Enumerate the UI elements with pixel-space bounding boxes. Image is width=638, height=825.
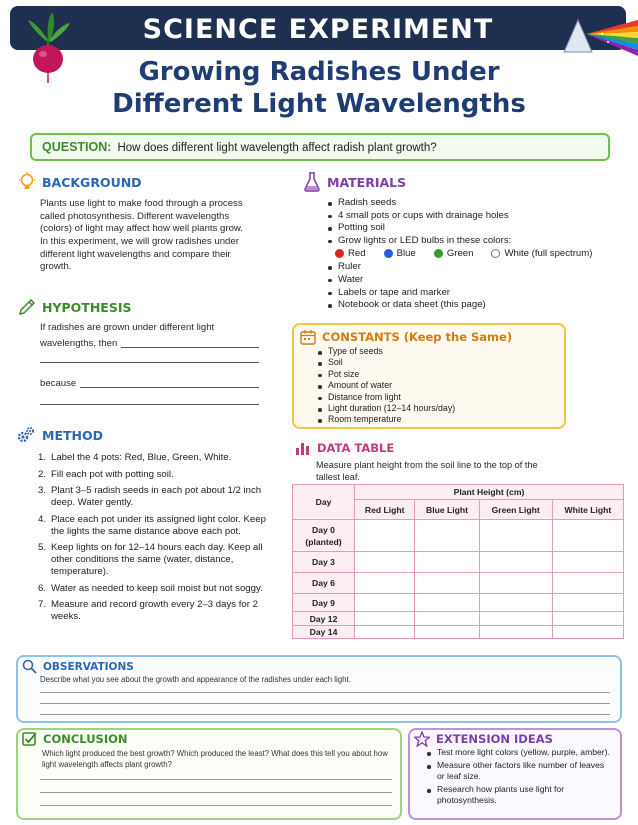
- red-dot-icon: [335, 249, 344, 258]
- star-icon: [414, 731, 430, 747]
- conclusion-heading: [22, 731, 128, 746]
- method-step: 2. Fill each pot with potting soil.: [38, 468, 174, 480]
- table-cell[interactable]: [479, 594, 552, 612]
- table-cell[interactable]: [415, 520, 479, 552]
- answer-line[interactable]: [40, 714, 610, 715]
- table-row: [293, 594, 624, 612]
- color-green: Green: [434, 247, 474, 260]
- table-cell[interactable]: [552, 594, 623, 612]
- question-text: How does different light wavelength affect radish plant growth?: [117, 142, 437, 154]
- flask-icon: [303, 172, 321, 192]
- hypothesis-line-1: If radishes are grown under different light: [40, 322, 215, 333]
- background-heading: [18, 172, 142, 192]
- row-label: Day 9: [293, 594, 355, 612]
- header-banner: [10, 6, 626, 50]
- table-cell[interactable]: [415, 626, 479, 639]
- material-item: Potting soil: [325, 222, 625, 235]
- materials-heading: [303, 172, 406, 192]
- method-step: 3. Plant 3–5 radish seeds in each pot about 1/2 inch deep. Water gently.: [38, 485, 262, 508]
- question-label: QUESTION:: [42, 140, 112, 154]
- color-red: Red: [335, 247, 366, 260]
- constant-item: Pot size: [315, 369, 555, 380]
- white-dot-icon: [491, 249, 500, 258]
- extension-item: Research how plants use light for photosynthesis.: [424, 784, 614, 806]
- table-row: [293, 573, 624, 594]
- table-cell[interactable]: [552, 520, 623, 552]
- hypothesis-line-2: wavelengths, then: [40, 338, 118, 349]
- answer-line[interactable]: [40, 692, 610, 693]
- conclusion-prompt: Which light produced the best growth? Which produced the least? What does this tell you about how light wavelength affects plant growth?: [42, 749, 388, 769]
- title-line-1: Growing Radishes Under: [138, 57, 500, 87]
- background-heading-text: BACKGROUND: [42, 174, 142, 190]
- data-table-heading-text: DATA TABLE: [317, 441, 395, 455]
- table-cell[interactable]: [552, 626, 623, 639]
- constant-item: Amount of water: [315, 380, 555, 391]
- material-item: Grow lights or LED bulbs in these colors:: [325, 235, 625, 248]
- constant-item: Light duration (12–14 hours/day): [315, 403, 555, 414]
- table-cell[interactable]: [552, 612, 623, 626]
- green-dot-icon: [434, 249, 443, 258]
- table-row: [293, 626, 624, 639]
- page-title: [0, 56, 638, 120]
- extension-heading-text: EXTENSION IDEAS: [436, 732, 553, 746]
- table-cell[interactable]: [415, 612, 479, 626]
- col-header: Red Light: [355, 500, 415, 520]
- constant-item: Soil: [315, 357, 555, 368]
- conclusion-heading-text: CONCLUSION: [43, 731, 128, 746]
- observations-heading: [22, 659, 134, 674]
- table-cell[interactable]: [552, 552, 623, 573]
- answer-line[interactable]: [40, 805, 392, 806]
- answer-line[interactable]: [121, 347, 259, 348]
- row-label: Day 0 (planted): [293, 520, 355, 552]
- color-white: White (full spectrum): [491, 247, 592, 260]
- constant-item: Room temperature: [315, 414, 555, 425]
- pencil-icon: [18, 298, 36, 316]
- day-header: Day: [293, 485, 355, 520]
- hypothesis-heading-text: HYPOTHESIS: [42, 299, 132, 315]
- table-cell[interactable]: [355, 573, 415, 594]
- table-cell[interactable]: [479, 520, 552, 552]
- extension-item: Measure other factors like number of leaves or leaf size.: [424, 760, 614, 782]
- banner-title: SCIENCE EXPERIMENT: [142, 14, 494, 45]
- col-header: Blue Light: [415, 500, 479, 520]
- observations-heading-text: OBSERVATIONS: [43, 660, 134, 673]
- answer-line[interactable]: [40, 779, 392, 780]
- question-box: [30, 133, 610, 161]
- table-cell[interactable]: [479, 573, 552, 594]
- constant-item: Type of seeds: [315, 346, 555, 357]
- answer-line[interactable]: [80, 387, 259, 388]
- table-cell[interactable]: [355, 594, 415, 612]
- material-item: Water: [325, 274, 625, 287]
- gears-icon: [16, 425, 36, 445]
- method-step: 5. Keep lights on for 12–14 hours each day. Keep all other conditions the same (water, distance, temperature).: [38, 542, 263, 577]
- constants-heading-text: CONSTANTS (Keep the Same): [322, 330, 513, 344]
- material-item: Notebook or data sheet (this page): [325, 299, 625, 312]
- extension-item: Test more light colors (yellow, purple, amber).: [424, 747, 614, 758]
- col-header: White Light: [552, 500, 623, 520]
- lightbulb-icon: [18, 172, 36, 192]
- table-cell[interactable]: [479, 626, 552, 639]
- row-label: Day 12: [293, 612, 355, 626]
- answer-line[interactable]: [40, 362, 259, 363]
- light-colors-row: [325, 247, 625, 260]
- table-cell[interactable]: [355, 520, 415, 552]
- data-table: [292, 484, 624, 639]
- table-cell[interactable]: [355, 612, 415, 626]
- method-step: 1. Label the 4 pots: Red, Blue, Green, White.: [38, 452, 232, 463]
- row-label: Day 6: [293, 573, 355, 594]
- answer-line[interactable]: [40, 703, 610, 704]
- title-line-2: Different Light Wavelengths: [112, 89, 526, 119]
- material-item: 4 small pots or cups with drainage holes: [325, 210, 625, 223]
- table-cell[interactable]: [479, 612, 552, 626]
- method-steps: [38, 452, 268, 628]
- observations-prompt: Describe what you see about the growth and appearance of the radishes under each light.: [40, 675, 351, 684]
- hypothesis-heading: [18, 298, 131, 316]
- method-step: 6. Water as needed to keep soil moist but not soggy.: [38, 582, 263, 594]
- hypothesis-because: because: [40, 378, 77, 389]
- table-cell[interactable]: [552, 573, 623, 594]
- method-step: 7. Measure and record growth every 2–3 days for 2 weeks.: [38, 599, 258, 622]
- constants-heading: [300, 329, 512, 345]
- row-label: Day 14: [293, 626, 355, 639]
- col-header: Green Light: [479, 500, 552, 520]
- plant-height-header: Plant Height (cm): [355, 485, 624, 500]
- color-blue: Blue: [384, 247, 416, 260]
- method-step: 4. Place each pot under its assigned light color. Keep the lights the same distance above each pot.: [38, 513, 266, 537]
- material-item: Ruler: [325, 261, 625, 274]
- materials-heading-text: MATERIALS: [327, 174, 407, 190]
- constant-item: Distance from light: [315, 392, 555, 403]
- magnifier-icon: [22, 659, 37, 674]
- method-heading-text: METHOD: [42, 427, 103, 443]
- method-heading: [16, 425, 103, 445]
- row-label: Day 3: [293, 552, 355, 573]
- table-row: [293, 612, 624, 626]
- table-cell[interactable]: [415, 552, 479, 573]
- answer-line[interactable]: [40, 792, 392, 793]
- data-table-heading: [295, 440, 394, 456]
- table-cell[interactable]: [415, 573, 479, 594]
- materials-list: [325, 197, 625, 312]
- table-row: [293, 552, 624, 573]
- checkbox-icon: [22, 731, 37, 746]
- material-item: Radish seeds: [325, 197, 625, 210]
- table-cell[interactable]: [355, 626, 415, 639]
- extension-list: [424, 747, 614, 806]
- table-cell[interactable]: [415, 594, 479, 612]
- table-cell[interactable]: [355, 552, 415, 573]
- constants-list: [315, 346, 555, 426]
- background-paragraph-1: Plants use light to make food through a process called photosynthesis. Different wavelengths (colors) of light may affect how well plants grow.: [40, 198, 243, 234]
- extension-heading: [414, 731, 553, 747]
- bar-chart-icon: [295, 440, 311, 456]
- material-item: Labels or tape and marker: [325, 287, 625, 300]
- calendar-icon: [300, 329, 316, 345]
- blue-dot-icon: [384, 249, 393, 258]
- answer-line[interactable]: [40, 404, 259, 405]
- table-row: [293, 520, 624, 552]
- background-paragraph-2: In this experiment, we will grow radishes under different light wavelengths and compare their growth.: [40, 236, 239, 272]
- prism-icon: [556, 12, 638, 62]
- table-cell[interactable]: [479, 552, 552, 573]
- data-table-instructions: Measure plant height from the soil line to the top of the tallest leaf.: [316, 460, 538, 482]
